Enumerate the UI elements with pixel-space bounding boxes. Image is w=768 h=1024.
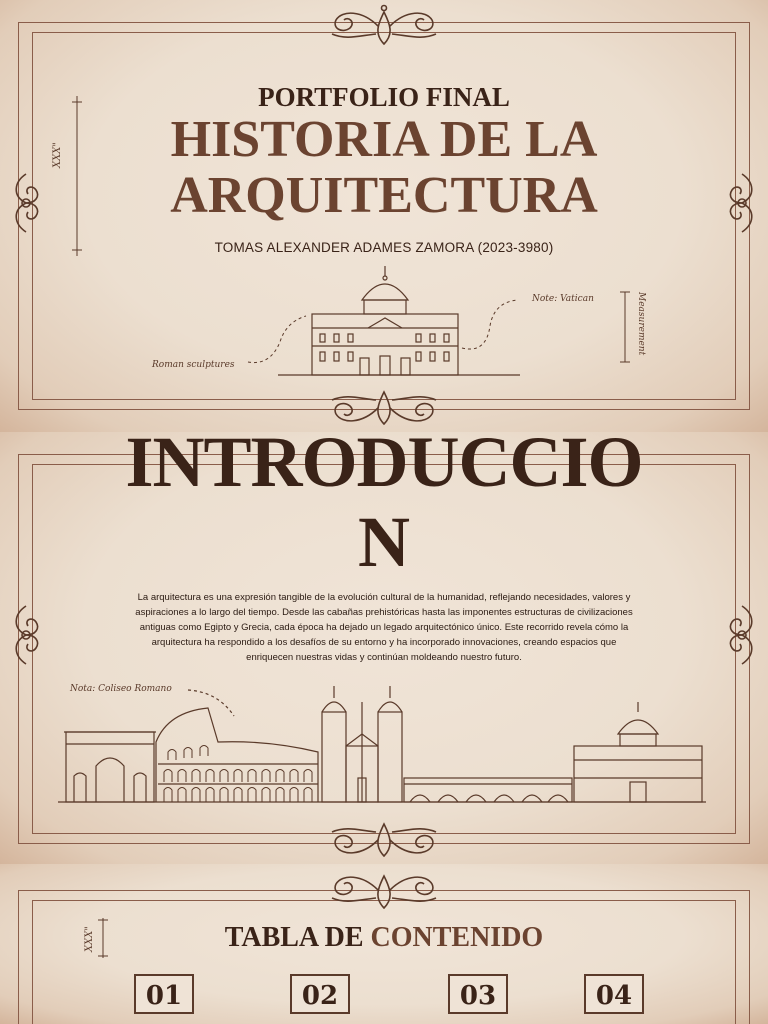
intro-heading-line-1: INTRODUCCIO <box>125 432 643 502</box>
intro-heading-line-2: N <box>358 502 410 582</box>
slide-introduction <box>0 432 768 864</box>
top-ornament-icon <box>328 4 440 48</box>
paragraph-line: antiguas como Egipto y Grecia, cada época ha dejado un legado arquitectónico único. Este recorrido revela cómo la <box>139 622 629 633</box>
slide-contents <box>0 864 768 1024</box>
measure-label: XXX" <box>84 926 95 952</box>
note-vatican: Note: Vatican <box>532 294 594 304</box>
paragraph-line: La arquitectura es una expresión tangible de la evolución cultural de la humanidad, reflejando necesidades, valores y <box>137 592 631 603</box>
measure-label: XXX" <box>52 142 63 168</box>
note-coliseo: Nota: Coliseo Romano <box>70 684 172 694</box>
bottom-ornament-icon <box>328 388 440 432</box>
toc-number-box[interactable]: 04 <box>584 974 644 1014</box>
toc-number-box[interactable]: 02 <box>290 974 350 1014</box>
contents-title-part-2: CONTENIDO <box>370 922 544 953</box>
intro-paragraph <box>0 590 768 665</box>
contents-title <box>0 922 768 954</box>
paragraph-line: enriquecen nuestras vidas y continúan moldeando nuestro futuro. <box>246 652 522 663</box>
top-ornament-icon <box>328 868 440 912</box>
slide-cover <box>0 0 768 432</box>
contents-title-part-1: TABLA DE <box>224 922 371 953</box>
bottom-ornament-icon <box>328 820 440 864</box>
paragraph-line: arquitectura ha respondido a los desafíos de su entorno y ha incorporado innovaciones, creando espacios que <box>151 637 617 648</box>
kicker-text: PORTFOLIO FINAL <box>258 82 510 112</box>
measure-line-right-icon <box>618 290 632 366</box>
paragraph-line: aspiraciones a lo largo del tiempo. Desde las cabañas prehistóricas hasta las imponentes estructuras de civilizaciones <box>135 607 633 618</box>
rome-skyline-illustration <box>58 682 710 806</box>
title-line-2: ARQUITECTURA <box>170 167 598 224</box>
note-measurement: Measurement <box>636 292 646 356</box>
title-line-1: HISTORIA DE LA <box>170 111 598 168</box>
toc-number-box[interactable]: 03 <box>448 974 508 1014</box>
toc-number-box[interactable]: 01 <box>134 974 194 1014</box>
author-text: TOMAS ALEXANDER ADAMES ZAMORA (2023-3980) <box>214 240 554 255</box>
note-sculptures: Roman sculptures <box>152 360 235 370</box>
vatican-illustration <box>240 262 530 380</box>
